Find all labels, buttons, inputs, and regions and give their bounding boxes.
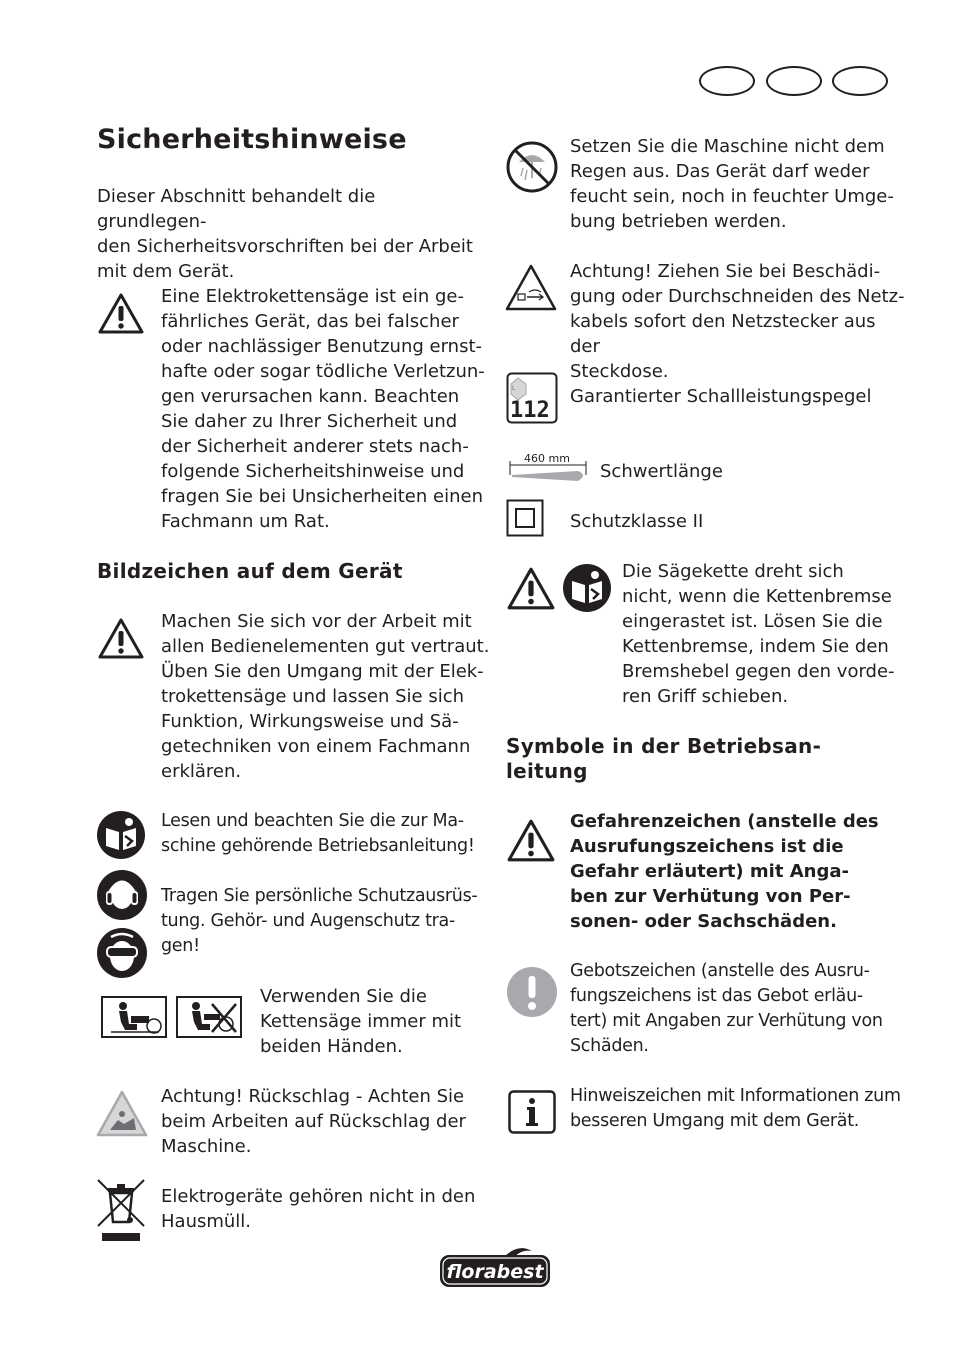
sound-level-icon (506, 372, 558, 424)
warning-triangle-icon (97, 292, 145, 336)
language-tab-1[interactable] (699, 66, 755, 96)
svg-text:florabest: florabest (446, 1261, 544, 1283)
svg-text:L: L (512, 385, 516, 392)
cable-damage-warning-icon (505, 264, 557, 312)
two-hands-text: Verwenden Sie die Kettensäge immer mit beiden Händen. (260, 986, 462, 1057)
mandatory-circle-icon (506, 966, 558, 1018)
ear-protection-icon (96, 869, 148, 921)
danger-text: Gefahrenzeichen (anstelle des Ausrufungszeichens ist die Gefahr erläutert) mit Anga- ben zur Verhütung von Per- sonen- oder Sachschäden. (570, 811, 879, 932)
cable-damage-text: Achtung! Ziehen Sie bei Beschädi- gung oder Durchschneiden des Netz- kabels sofort den Netzstecker aus der Steckdose. (570, 261, 905, 382)
no-rain-icon (505, 140, 559, 194)
rain-text: Setzen Sie die Maschine nicht dem Regen aus. Das Gerät darf weder feucht sein, noch in feuchter Umge- bung betrieben werden. (570, 136, 894, 232)
kickback-warning-icon (96, 1090, 148, 1138)
read-manual-icon (96, 810, 146, 860)
section-heading-device-symbols: Bildzeichen auf dem Gerät (97, 559, 403, 583)
bar-length-text: Schwertlänge (600, 461, 723, 482)
sound-level-value: 112 (510, 398, 550, 423)
two-hands-operation-icon (101, 996, 167, 1038)
protective-gear-text: Tragen Sie persönliche Schutzausrüs- tung. Gehör- und Augenschutz tra- gen! (161, 886, 478, 956)
mandatory-text: Gebotszeichen (anstelle des Ausru- fungszeichens ist das Gebot erläu- tert) mit Angaben zur Verhütung von Schäden. (570, 961, 883, 1056)
intro-text: Dieser Abschnitt behandelt die grundlegen- den Sicherheitsvorschriften bei der Arbeit mit dem Gerät. (97, 186, 473, 282)
kickback-text: Achtung! Rückschlag - Achten Sie beim Arbeiten auf Rückschlag der Maschine. (161, 1086, 466, 1157)
language-tab-3[interactable] (832, 66, 888, 96)
disposal-text: Elektrogeräte gehören nicht in den Hausmüll. (161, 1186, 476, 1232)
no-one-hand-operation-icon (176, 996, 242, 1038)
info-text: Hinweiszeichen mit Informationen zum besseren Umgang mit dem Gerät. (570, 1086, 901, 1131)
chain-brake-text: Die Sägekette dreht sich nicht, wenn die Kettenbremse eingerastet ist. Lösen Sie die Kettenbremse, indem Sie den Bremshebel gegen den vorde- ren Griff schieben. (622, 561, 895, 707)
sound-level-text: Garantierter Schallleistungspegel (570, 386, 872, 407)
danger-triangle-icon (506, 818, 556, 864)
familiarize-text: Machen Sie sich vor der Arbeit mit allen Bedienelementen gut vertraut. Üben Sie den Umgang mit der Elek- trokettensäge und lassen Sie sich Funktion, Wirkungsweise und Sä- getechniken von einem Fachmann erklären. (161, 611, 490, 782)
warning-triangle-icon (506, 566, 556, 612)
protection-class-ii-icon (506, 499, 544, 537)
page-title: Sicherheitshinweise (97, 124, 407, 155)
section-heading-manual-symbols: Symbole in der Betriebsan- leitung (506, 734, 822, 783)
language-tab-2[interactable] (766, 66, 822, 96)
warning-general-text: Eine Elektrokettensäge ist ein ge- fährliches Gerät, das bei falscher oder nachlässiger Benutzung ernst- hafte oder sogar tödliche Verletzun- gen verursachen kann. Beachten Sie daher zu Ihrer Sicherheit und der Sicherheit anderer stets nach- folgende Sicherheitshinweise und fragen Sie bei Unsicherheiten einen Fachmann um Rat. (161, 286, 485, 532)
bar-length-value: 460 mm (524, 452, 570, 465)
eye-protection-icon (96, 927, 148, 979)
warning-triangle-icon (97, 617, 145, 661)
read-manual-icon (562, 563, 612, 613)
read-manual-text: Lesen und beachten Sie die zur Ma- schine gehörende Betriebsanleitung! (161, 811, 475, 856)
florabest-logo (438, 1243, 552, 1291)
protection-class-text: Schutzklasse II (570, 511, 704, 532)
crossed-out-bin-icon (96, 1178, 146, 1242)
bar-length-icon (508, 451, 588, 487)
info-icon (508, 1090, 556, 1134)
